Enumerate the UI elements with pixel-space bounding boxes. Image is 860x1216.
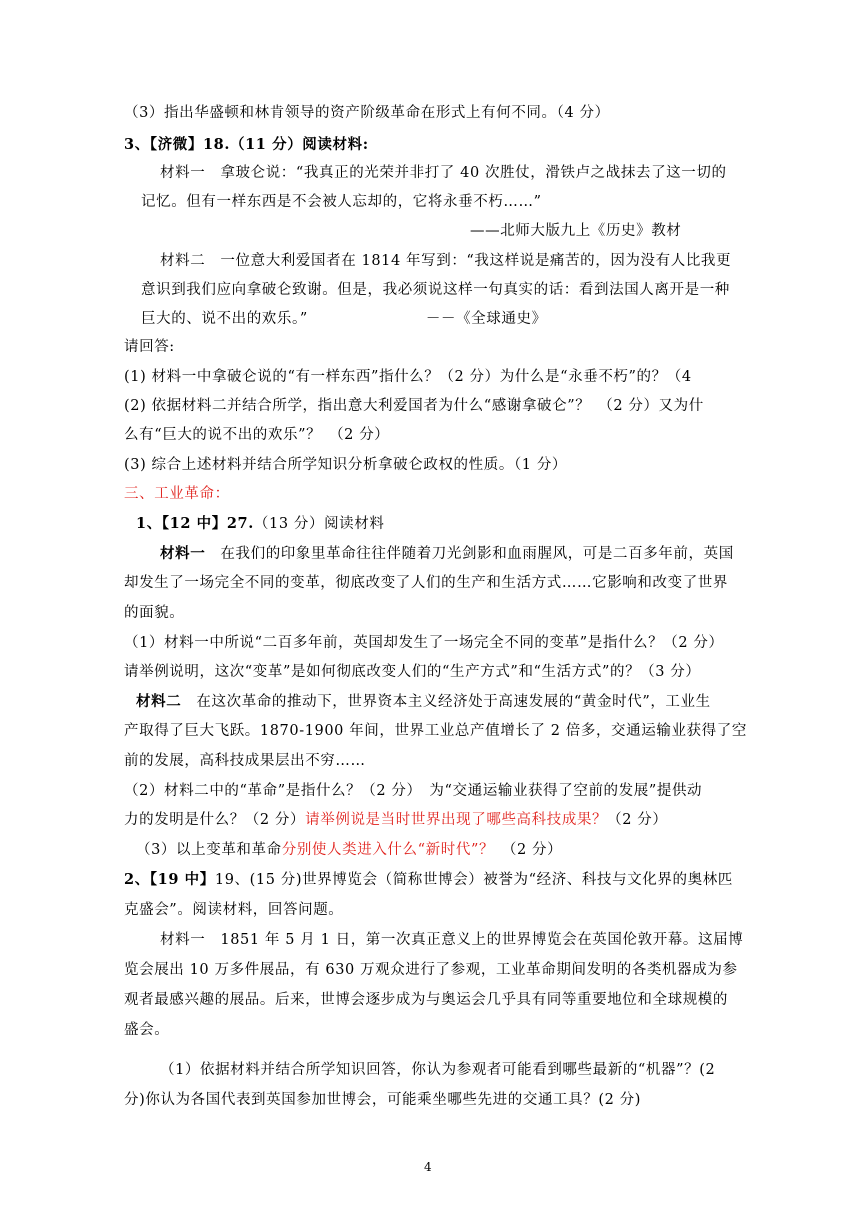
expo-sub-question-1-line-1: （1）依据材料并结合所学知识回答，你认为参观者可能看到哪些最新的“机器”？(2 [160, 1062, 716, 1078]
ir-sub-question-2-line-2 [124, 810, 667, 830]
ir-material-2-line-3: 前的发展，高科技成果层出不穷…… [124, 753, 366, 769]
material-text: 在我们的印象里革命往往伴随着刀光剑影和血雨腥风，可是二百多年前，英国 [205, 546, 734, 562]
expo-material-1-line-3: 观者最感兴趣的展品。后来，世博会逐步成为与奥运会几乎具有同等重要地位和全球规模的 [124, 992, 728, 1008]
expo-material-1-line-4: 盛会。 [124, 1022, 170, 1038]
sub-question-text: （3）以上变革和革命 [136, 842, 282, 858]
ir-material-2-line-1 [136, 692, 711, 712]
material-2-source: －－《全球通史》 [425, 311, 547, 327]
ir-sub-question-1-line-1: （1）材料一中所说“二百多年前，英国却发生了一场完全不同的变革”是指什么？（2 分） [124, 635, 724, 651]
highlighted-question: 分别使人类进入什么“新时代”？ [281, 842, 495, 858]
highlighted-question: 请举例说是当时世界出现了哪些高科技成果？ [305, 812, 608, 828]
material-text: 在这次革命的推动下，世界资本主义经济处于高速发展的“黄金时代”，工业生 [181, 694, 711, 710]
section-heading-industrial-revolution: 三、工业革命： [124, 486, 230, 502]
answer-prompt: 请回答: [124, 339, 175, 355]
question-heading-1 [136, 514, 384, 534]
page-number: 4 [424, 1160, 432, 1174]
sub-question-text: 力的发明是什么？（2 分） [124, 812, 306, 828]
material-2-text: 巨大的、说不出的欢乐。” [141, 311, 308, 327]
sub-question-2-line-2: 么有“巨大的说不出的欢乐”？ （2 分） [124, 427, 390, 443]
question-3-sub3: （3）指出华盛顿和林肯领导的资产阶级革命在形式上有何不同。（4 分） [124, 105, 610, 121]
material-2-line-1: 材料二 一位意大利爱国者在 1814 年写到：“我这样说是痛苦的，因为没有人比我更 [160, 253, 732, 269]
material-2-line-2: 意识到我们应向拿破仑致谢。但是，我必须说这样一句真实的话：看到法国人离开是一种 [141, 282, 730, 298]
question-instruction: 阅读材料: [302, 136, 369, 153]
material-1-source: ——北师大版九上《历史》教材 [470, 223, 682, 239]
ir-material-1-line-2: 却发生了一场完全不同的变革，彻底改变了人们的生产和生活方式……它影响和改变了世界 [124, 575, 728, 591]
ir-material-1-line-1 [160, 544, 734, 564]
ir-sub-question-1-line-2: 请举例说明，这次“变革”是如何彻底改变人们的“生产方式”和“生活方式”的？（3 分） [124, 664, 701, 680]
question-heading-2-line-2: 克盛会”。阅读材料，回答问题。 [124, 902, 344, 918]
expo-material-1-line-1: 材料一 1851 年 5 月 1 日，第一次真正意义上的世界博览会在英国伦敦开幕。这届博 [160, 932, 744, 948]
material-label: 材料一 [160, 545, 206, 562]
question-number: 3、【济微】18.（11 分） [124, 136, 303, 153]
question-heading-3 [124, 135, 369, 155]
ir-material-1-line-3: 的面貌。 [124, 605, 185, 621]
material-label: 材料二 [136, 693, 182, 710]
expo-sub-question-1-line-2: 分)你认为各国代表到英国参加世博会，可能乘坐哪些先进的交通工具？(2 分) [124, 1092, 642, 1108]
material-1-line-2: 记忆。但有一样东西是不会被人忘却的，它将永垂不朽……” [141, 194, 542, 210]
question-instruction: 19、(15 分)世界博览会（简称世博会）被誉为“经济、科技与文化界的奥林匹 [214, 872, 733, 888]
material-2-line-3 [141, 309, 547, 329]
sub-question-2-line-1: (2) 依据材料二并结合所学，指出意大利爱国者为什么“感谢拿破仑”？ （2 分）又为什 [124, 398, 704, 414]
expo-material-1-line-2: 览会展出 10 万多件展品，有 630 万观众进行了参观，工业革命期间发明的各类机器成为参 [124, 962, 738, 978]
score-note: （2 分） [494, 842, 563, 858]
material-1-line-1: 材料一 拿玻仑说：“我真正的光荣并非打了 40 次胜仗，滑铁卢之战抹去了这一切的 [160, 165, 727, 181]
ir-sub-question-3 [136, 840, 562, 860]
ir-sub-question-2-line-1: （2）材料二中的“革命”是指什么？（2 分） 为“交通运输业获得了空前的发展”提供动 [124, 783, 703, 799]
ir-material-2-line-2: 产取得了巨大飞跃。1870-1900 年间，世界工业总产值增长了 2 倍多，交通运输业获得了空 [124, 723, 747, 739]
question-number: 1、【12 中】27. [136, 515, 254, 532]
question-heading-2 [124, 870, 733, 890]
question-instruction: （13 分）阅读材料 [253, 516, 385, 532]
question-number: 2、【19 中】 [124, 871, 215, 888]
score-note: （2 分） [607, 812, 668, 828]
sub-question-3: (3) 综合上述材料并结合所学知识分析拿破仑政权的性质。（1 分） [124, 457, 568, 473]
sub-question-1: (1) 材料一中拿破仑说的“有一样东西”指什么？（2 分）为什么是“永垂不朽”的？（4 [124, 369, 692, 385]
